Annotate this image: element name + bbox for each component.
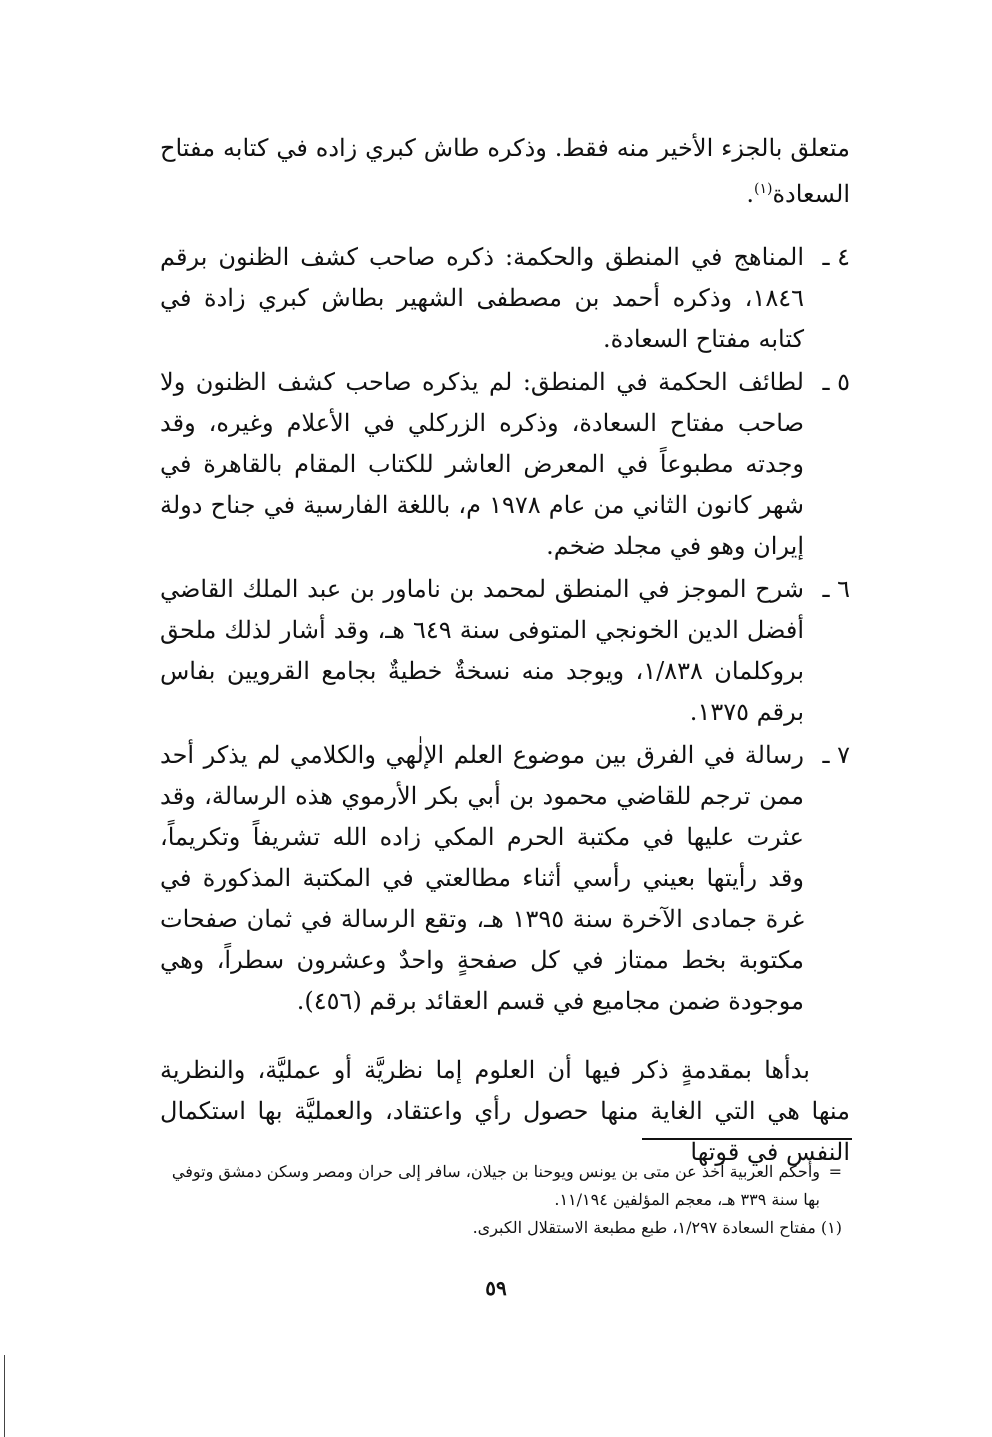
item-number: ٧ ـ xyxy=(822,741,850,769)
footnote-continuation xyxy=(168,1158,842,1214)
item-number: ٥ ـ xyxy=(822,368,850,396)
list-item xyxy=(160,237,850,360)
item-number: ٤ ـ xyxy=(822,243,850,271)
list-item xyxy=(160,735,850,1022)
footnotes xyxy=(168,1158,842,1242)
footnote-separator xyxy=(642,1138,852,1140)
closing-paragraph: بدأها بمقدمةٍ ذكر فيها أن العلوم إما نظريَّة أو عمليَّة، والنظرية منها هي التي الغاية منها حصول رأي واعتقاد، والعمليَّة بها استكمال النفس في قوتها xyxy=(160,1056,850,1166)
intro-end: . xyxy=(746,180,754,208)
item-number: ٦ ـ xyxy=(822,575,850,603)
page-number: ٥٩ xyxy=(485,1276,507,1300)
item-text: المناهج في المنطق والحكمة: ذكره صاحب كشف الظنون برقم ١٨٤٦، وذكره أحمد بن مصطفى الشهير بطاش كبري زادة في كتابه مفتاح السعادة. xyxy=(160,243,804,353)
intro-paragraph xyxy=(160,128,850,215)
main-text xyxy=(160,128,850,1173)
list-item xyxy=(160,362,850,567)
list-item xyxy=(160,569,850,733)
item-text: شرح الموجز في المنطق لمحمد بن ناماور بن عبد الملك القاضي أفضل الدين الخونجي المتوفى سنة ٦٤٩ هـ، وقد أشار لذلك ملحق بروكلمان ١/٨٣٨، ويوجد منه نسخةٌ خطيةٌ بجامع القرويين بفاس برقم ١٣٧٥. xyxy=(160,575,804,726)
scan-edge-line xyxy=(4,1355,5,1437)
continuation-mark: = xyxy=(828,1162,842,1181)
footnote-continuation-text: وأحكم العربية أخذ عن متى بن يونس ويوحنا بن جيلان، سافر إلى حران ومصر وسكن دمشق وتوفي بها سنة ٣٣٩ هـ، معجم المؤلفين ١١/١٩٤. xyxy=(171,1162,820,1209)
footnote-1: (١) مفتاح السعادة ١/٢٩٧، طبع مطبعة الاستقلال الكبرى. xyxy=(472,1218,842,1237)
intro-text: متعلق بالجزء الأخير منه فقط. وذكره طاش كبري زاده في كتابه مفتاح السعادة xyxy=(160,134,850,208)
item-text: لطائف الحكمة في المنطق: لم يذكره صاحب كشف الظنون ولا صاحب مفتاح السعادة، وذكره الزركلي في الأعلام وغيره، وقد وجدته مطبوعاً في المعرض العاشر للكتاب المقام بالقاهرة في شهر كانون الثاني من عام ١٩٧٨ م، باللغة الفارسية في جناح دولة إيران وهو في مجلد ضخم. xyxy=(160,368,804,560)
item-text: رسالة في الفرق بين موضوع العلم الإلٰهي والكلامي لم يذكر أحد ممن ترجم للقاضي محمود بن أبي بكر الأرموي هذه الرسالة، وقد عثرت عليها في مكتبة الحرم المكي زاده الله تشريفاً وتكريماً، وقد رأيتها بعيني رأسي أثناء مطالعتي في المكتبة المذكورة في غرة جمادى الآخرة سنة ١٣٩٥ هـ، وتقع الرسالة في ثمان صفحات مكتوبة بخط ممتاز في كل صفحةٍ واحدٌ وعشرون سطراً، وهي موجودة ضمن مجاميع في قسم العقائد برقم (٤٥٦). xyxy=(160,741,805,1015)
footnote-ref-1[interactable]: (١) xyxy=(753,181,773,197)
